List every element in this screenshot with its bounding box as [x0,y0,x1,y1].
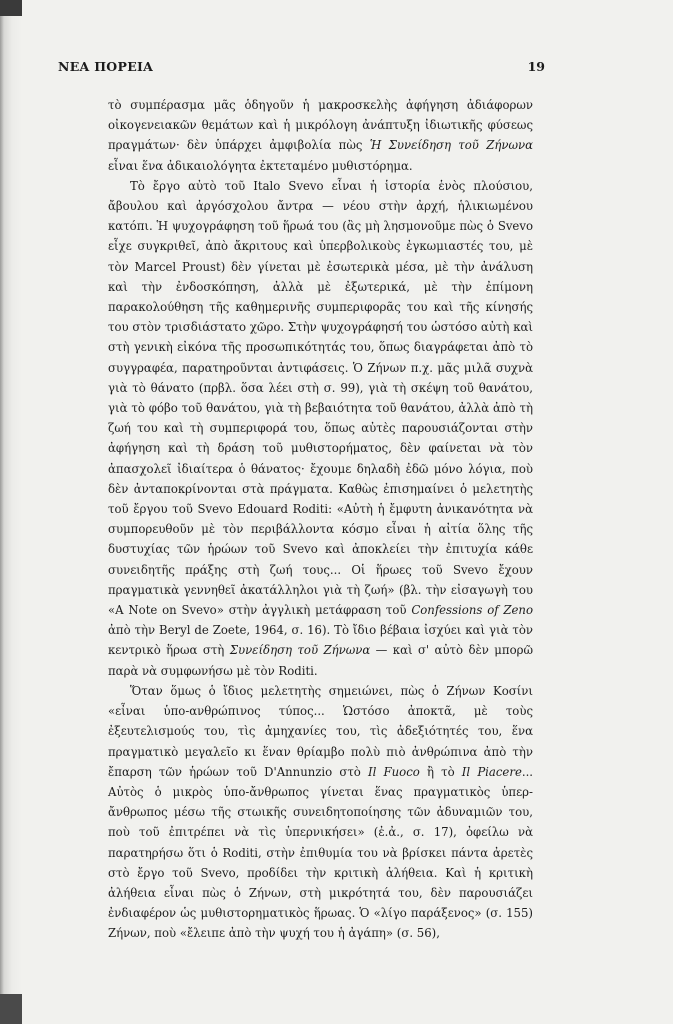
page-number: 19 [527,59,545,74]
book-title: Il Fuoco [368,764,420,779]
text-run: Τὸ ἔργο αὐτὸ τοῦ Italo Svevo εἶναι ἡ ἱστορία ἑνὸς πλούσιου, ἄβουλου καὶ ἀργόσχολου ἄντρα — νέου στὴν ἀρχή, ἡλικιωμένου κατόπι. Ἡ ψυχογράφηση τοῦ ἥρωά του (ἂς μὴ λησμονοῦμε πὼς ὁ Svevo εἶχε συγκριθεῖ, ἀπὸ ἄκριτους καὶ ὑπερβολικοὺς ἐγκωμιαστές του, μὲ τὸν Marcel Proust) δὲν γίνεται μὲ ἐσωτερικὰ μέσα, μὲ τὴν ἀνάλυση καὶ τὴν ἐνδοσκόπηση, ἀλλὰ μὲ ἐξωτερικά, μὲ τὴν ἐπίμονη παρακολούθηση τῆς καθημερινῆς συμπεριφορᾶς του καὶ τῆς κίνησής του στὸν τρισδιάστατο χῶρο. Στὴν ψυχογράφησή του ὡστόσο αὐτὴ καὶ στὴ γενικὴ εἰκόνα τῆς προσωπικότητάς του, ὅπως διαγράφεται ἀπὸ τὸ συγγραφέα, παρατηροῦνται ἀντιφάσεις. Ὁ Ζήνων π.χ. μᾶς μιλᾶ συχνὰ γιὰ τὸ θάνατο (πρβλ. ὅσα λέει στὴ σ. 99), γιὰ τὴ σκέψη τοῦ θανάτου, γιὰ τὸ φόβο τοῦ θανάτου, γιὰ τὴ βεβαιότητα τοῦ θανάτου, ἀλλὰ ἀπὸ τὴ ζωή του καὶ τὴ συμπεριφορά του, ὅπως αὐτὲς παρουσιάζονται στὴν ἀφήγηση καὶ τὴ δράση τοῦ μυθιστορήματος, δὲν φαίνεται νὰ τὸν ἀπασχολεῖ ἰδιαίτερα ὁ θάνατος· ἔχουμε δηλαδὴ ἐδῶ μόνο λόγια, ποὺ δὲν ἀνταποκρίνονται στὰ πράγματα. Καθὼς ἐπισημαίνει ὁ μελετητὴς τοῦ ἔργου τοῦ Svevo Edouard Roditi: «Αὐτὴ ἡ ἔμφυτη ἀνικανότητα νὰ συμπορευθοῦν μὲ τὸν περιβάλλοντα κόσμο εἶναι ἡ αἰτία ὅλης τῆς δυστυχίας τῶν ἡρώων τοῦ Svevo καὶ ἀποκλείει τὴν ἐπιτυχία κάθε συνειδητῆς πράξης στὴ ζωή τους... Οἱ ἥρωες τοῦ Svevo ἔχουν πραγματικὰ γεννηθεῖ ἀκατάλληλοι γιὰ τὴ ζωή» (βλ. τὴν εἰσαγωγὴ του «A Note on Svevo» στὴν ἀγγλικὴ μετάφραση τοῦ [108,178,533,618]
paragraph-3 [108,681,533,944]
scan-shadow-bottom [0,994,22,1024]
text-run: ... Αὐτὸς ὁ μικρὸς ὑπο-ἄνθρωπος γίνεται ἕνας πραγματικὸς ὑπερ-ἄνθρωπος μέσω τῆς στωικῆς συνειδητοποίησης τῶν ἀδυναμιῶν του, ποὺ τοῦ ἐπιτρέπει νὰ τὶς ὑπερνικήσει» (ἐ.ἀ., σ. 17), ὀφείλω νὰ παρατηρήσω ὅτι ὁ Roditi, στὴν ἐπιθυμία του νὰ βρίσκει πάντα ἀρετὲς στὸ ἔργο τοῦ Svevo, προδίδει τὴν κριτικὴ ἀλήθεια. Καὶ ἡ κριτικὴ ἀλήθεια εἶναι πὼς ὁ Ζήνων, στὴ μικρότητά του, δὲν παρουσιάζει ἐνδιαφέρον ὡς μυθιστορηματικὸς ἥρωας. Ὁ «λίγο παράξενος» (σ. 155) Ζήνων, ποὺ «ἔλειπε ἀπὸ τὴν ψυχή του ἡ ἀγάπη» (σ. 56), [108,764,534,941]
text-run: ἢ τὸ [419,764,462,779]
book-title: Συνείδηση τοῦ Ζήνωνα [229,643,371,658]
body-text [108,95,533,944]
text-run: ἀπὸ τὴν Beryl de Zoete, 1964, σ. 16). Τὸ ἴδιο βέβαια ἰσχύει καὶ γιὰ τὸν κεντρικὸ ἥρωα στὴ [108,623,533,658]
text-run: τὸ συμπέρασμα μᾶς ὁδηγοῦν ἡ μακροσκελὴς ἀφήγηση ἀδιάφορων οἰκογενειακῶν θεμάτων καὶ ἡ μικρόλογη ἀνάπτυξη ἰδιωτικῆς φύσεως πραγμάτων· δὲν ὑπάρχει ἀμφιβολία πὼς [108,98,533,153]
paragraph-2 [108,176,533,681]
running-head [58,59,545,79]
text-run: Ὅταν ὅμως ὁ ἴδιος μελετητὴς σημειώνει, πὼς ὁ Ζήνων Κοσίνι «εἶναι ὑπο-ανθρώπινος τύπος... Ὡστόσο ἀποκτᾶ, μὲ τοὺς ἐξευτελισμούς του, τὶς ἀμηχανίες του, τὶς ἀδεξιότητές του, ἕνα πραγματικὸ μεγαλεῖο κι ἕναν θρίαμβο πολὺ πιὸ ἀνθρώπινα ἀπὸ τὴν ἔπαρση τῶν ἡρώων τοῦ D'Annunzio στὸ [108,683,533,779]
journal-title: ΝΕΑ ΠΟΡΕΙΑ [58,59,154,74]
book-title: Confessions of Zeno [411,603,533,618]
page-binding-edge [0,0,22,1024]
scan-shadow-top [0,0,22,16]
paragraph-1 [108,95,533,176]
text-run: — καὶ σ' αὐτὸ δὲν μπορῶ παρὰ νὰ συμφωνήσω μὲ τὸν Roditi. [108,643,534,678]
text-run: εἶναι ἕνα ἀδικαιολόγητα ἐκτεταμένο μυθιστόρημα. [108,158,413,173]
book-title: Ἡ Συνείδηση τοῦ Ζήνωνα [369,138,533,153]
book-title: Il Piacere [461,764,522,779]
